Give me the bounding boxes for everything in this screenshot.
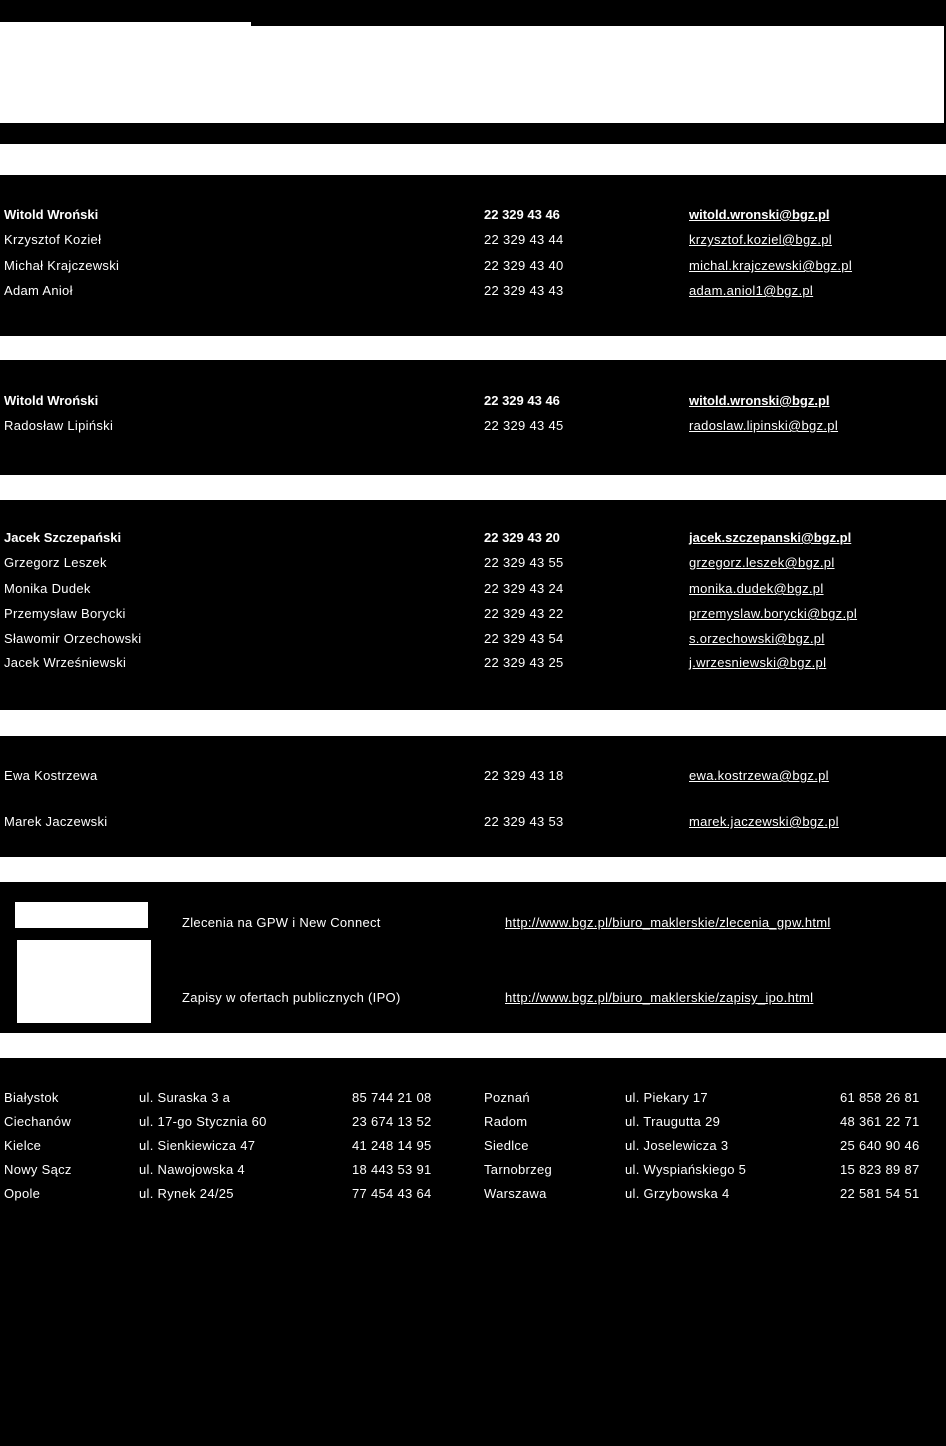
contact-phone: 22 329 43 43: [484, 283, 564, 298]
branch-phone: 85 744 21 08: [352, 1090, 432, 1105]
branch-city: Nowy Sącz: [4, 1162, 72, 1177]
branch-address: ul. Sienkiewicza 47: [139, 1138, 256, 1153]
contact-row: [0, 281, 946, 301]
branch-phone: 41 248 14 95: [352, 1138, 432, 1153]
logo-placeholder-2: [17, 940, 151, 1023]
contact-name: Krzysztof Kozieł: [4, 232, 102, 247]
contact-row: [0, 528, 946, 548]
section-bar-5: [0, 857, 946, 882]
branch-address: ul. Nawojowska 4: [139, 1162, 245, 1177]
contact-phone: 22 329 43 20: [484, 530, 560, 545]
branch-phone: 22 581 54 51: [840, 1186, 920, 1201]
contact-phone: 22 329 43 44: [484, 232, 564, 247]
link-url[interactable]: http://www.bgz.pl/biuro_maklerskie/zlecenia_gpw.html: [505, 915, 831, 930]
contact-phone: 22 329 43 24: [484, 581, 564, 596]
branch-phone: 25 640 90 46: [840, 1138, 920, 1153]
branch-row: [0, 1088, 946, 1108]
link-url[interactable]: http://www.bgz.pl/biuro_maklerskie/zapisy_ipo.html: [505, 990, 814, 1005]
contact-email-link[interactable]: witold.wronski@bgz.pl: [689, 393, 830, 408]
contact-name: Ewa Kostrzewa: [4, 768, 98, 783]
contact-row: [0, 653, 946, 673]
contact-row: [0, 205, 946, 225]
section-bar-6: [0, 1033, 946, 1058]
branch-row: [0, 1160, 946, 1180]
contact-phone: 22 329 43 54: [484, 631, 564, 646]
contact-email-link[interactable]: radoslaw.lipinski@bgz.pl: [689, 418, 839, 433]
branch-row: [0, 1112, 946, 1132]
branch-city: Kielce: [4, 1138, 42, 1153]
contact-row: [0, 766, 946, 786]
branch-address: ul. Traugutta 29: [625, 1114, 721, 1129]
contact-name: Witold Wroński: [4, 207, 99, 222]
contact-name: Michał Krajczewski: [4, 258, 120, 273]
branch-address: ul. Grzybowska 4: [625, 1186, 730, 1201]
branch-address: ul. Joselewicza 3: [625, 1138, 729, 1153]
contact-phone: 22 329 43 46: [484, 207, 560, 222]
branch-city: Warszawa: [484, 1186, 547, 1201]
contact-phone: 22 329 43 18: [484, 768, 564, 783]
contact-email-link[interactable]: monika.dudek@bgz.pl: [689, 581, 824, 596]
contact-name: Adam Anioł: [4, 283, 73, 298]
branch-address: ul. Suraska 3 a: [139, 1090, 231, 1105]
contact-email-link[interactable]: adam.aniol1@bgz.pl: [689, 283, 814, 298]
branch-city: Białystok: [4, 1090, 59, 1105]
contact-email-link[interactable]: michal.krajczewski@bgz.pl: [689, 258, 853, 273]
branch-city: Siedlce: [484, 1138, 529, 1153]
branch-address: ul. 17-go Stycznia 60: [139, 1114, 267, 1129]
branch-address: ul. Piekary 17: [625, 1090, 708, 1105]
branch-city: Radom: [484, 1114, 528, 1129]
branch-row: [0, 1136, 946, 1156]
contact-email-link[interactable]: s.orzechowski@bgz.pl: [689, 631, 825, 646]
contact-phone: 22 329 43 40: [484, 258, 564, 273]
branch-city: Tarnobrzeg: [484, 1162, 553, 1177]
link-label: Zlecenia na GPW i New Connect: [182, 915, 381, 930]
contact-email-link[interactable]: krzysztof.koziel@bgz.pl: [689, 232, 832, 247]
link-row: [0, 913, 946, 933]
contact-name: Jacek Wrześniewski: [4, 655, 127, 670]
contact-email-link[interactable]: witold.wronski@bgz.pl: [689, 207, 830, 222]
section-bar-1: [0, 144, 946, 175]
contact-name: Grzegorz Leszek: [4, 555, 107, 570]
section-bar-3: [0, 475, 946, 500]
contact-phone: 22 329 43 22: [484, 606, 564, 621]
contact-name: Jacek Szczepański: [4, 530, 122, 545]
branch-phone: 77 454 43 64: [352, 1186, 432, 1201]
link-row: [0, 988, 946, 1008]
contact-phone: 22 329 43 25: [484, 655, 564, 670]
contact-email-link[interactable]: j.wrzesniewski@bgz.pl: [689, 655, 827, 670]
branch-address: ul. Wyspiańskiego 5: [625, 1162, 747, 1177]
contact-email-link[interactable]: marek.jaczewski@bgz.pl: [689, 814, 839, 829]
contact-email-link[interactable]: przemyslaw.borycki@bgz.pl: [689, 606, 858, 621]
branch-phone: 61 858 26 81: [840, 1090, 920, 1105]
branch-city: Opole: [4, 1186, 41, 1201]
contact-row: [0, 812, 946, 832]
contact-row: [0, 579, 946, 599]
branch-city: Ciechanów: [4, 1114, 72, 1129]
contact-row: [0, 629, 946, 649]
contact-row: [0, 391, 946, 411]
contact-phone: 22 329 43 55: [484, 555, 564, 570]
branch-phone: 23 674 13 52: [352, 1114, 432, 1129]
contact-email-link[interactable]: grzegorz.leszek@bgz.pl: [689, 555, 835, 570]
contact-phone: 22 329 43 45: [484, 418, 564, 433]
contact-phone: 22 329 43 53: [484, 814, 564, 829]
branch-phone: 48 361 22 71: [840, 1114, 920, 1129]
contact-row: [0, 553, 946, 573]
branch-address: ul. Rynek 24/25: [139, 1186, 234, 1201]
contact-row: [0, 256, 946, 276]
contact-name: Monika Dudek: [4, 581, 91, 596]
contact-name: Przemysław Borycki: [4, 606, 126, 621]
contact-row: [0, 604, 946, 624]
branch-city: Poznań: [484, 1090, 530, 1105]
contact-row: [0, 230, 946, 250]
contact-email-link[interactable]: ewa.kostrzewa@bgz.pl: [689, 768, 829, 783]
branch-row: [0, 1184, 946, 1204]
contact-name: Marek Jaczewski: [4, 814, 108, 829]
section-bar-2: [0, 336, 946, 360]
contact-name: Sławomir Orzechowski: [4, 631, 142, 646]
contact-name: Witold Wroński: [4, 393, 99, 408]
contact-phone: 22 329 43 46: [484, 393, 560, 408]
contact-row: [0, 416, 946, 436]
section-bar-4: [0, 710, 946, 736]
contact-email-link[interactable]: jacek.szczepanski@bgz.pl: [689, 530, 852, 545]
branch-phone: 15 823 89 87: [840, 1162, 920, 1177]
link-label: Zapisy w ofertach publicznych (IPO): [182, 990, 401, 1005]
contact-name: Radosław Lipiński: [4, 418, 114, 433]
branch-phone: 18 443 53 91: [352, 1162, 432, 1177]
header-block: [0, 26, 944, 123]
